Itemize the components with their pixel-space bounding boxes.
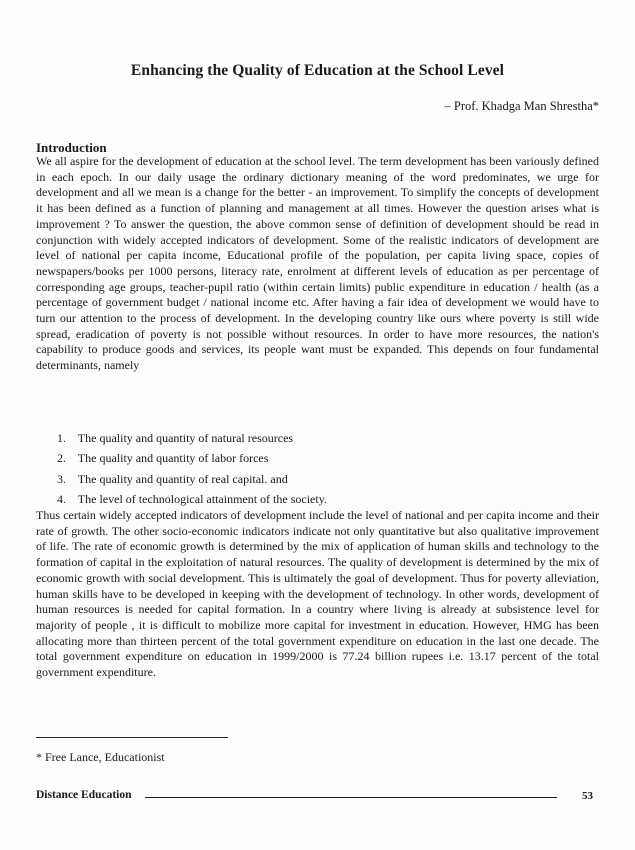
footnote: * Free Lance, Educationist bbox=[36, 750, 165, 764]
list-item bbox=[57, 489, 327, 509]
list-item-text: The quality and quantity of real capital. and bbox=[77, 471, 288, 486]
footer-rule bbox=[145, 797, 557, 798]
list-item-number: 3. bbox=[57, 471, 66, 486]
footnote-divider bbox=[36, 737, 228, 738]
page-number: 53 bbox=[582, 790, 593, 802]
determinants-list bbox=[57, 428, 327, 509]
list-item bbox=[57, 428, 327, 448]
list-item bbox=[57, 448, 327, 468]
list-item-text: The quality and quantity of natural resources bbox=[77, 431, 294, 445]
list-item-number: 1. bbox=[57, 431, 66, 445]
article-author: – Prof. Khadga Man Shrestha* bbox=[444, 99, 599, 113]
intro-paragraph: We all aspire for the development of education at the school level. The term development has been variously defined in each epoch. In our daily usage the ordinary dictionary meaning of the word predominates, we urge for development and all we mean is a change for the better - an improvement. To simplify the concepts of development it has been defined as a function of planning and management at all times. However the question arises what is improvement ? To answer the question, the above common sense of definition of development should be read in conjunction with widely accepted indicators of development. Some of the realistic indicators of development are level of national per capita income, Educational profile of the population, per capita living space, copies of newspapers/books per 1000 persons, literacy rate, enrolment at different levels of education as per percentage of corresponding age groups, teacher-pupil ratio (within certain limits) public expenditure in education / health (as a percentage of government budget / national income etc. After having a fair idea of development we would have to turn our attention to the process of development. In the developing country like ours where poverty is still wide spread, eradication of poverty is not possible without resources. In order to have more resources, the nation's capability to produce goods and services, its people want must be expanded. This depends on four fundamental determinants, namely bbox=[36, 154, 599, 373]
list-item-text: The level of technological attainment of the society. bbox=[77, 491, 327, 506]
section-heading: Introduction bbox=[36, 140, 107, 155]
list-item-number: 4. bbox=[57, 491, 66, 506]
list-item-number: 2. bbox=[57, 451, 66, 466]
list-item bbox=[57, 469, 327, 489]
second-paragraph: Thus certain widely accepted indicators of development include the level of national and per capita income and their rate of growth. The other socio-economic indicators indicate not only quantitative but also qualitative improvement of life. The rate of economic growth is determined by the mix of application of human skills and technology to the formation of capital in the exploitation of natural resources. The quality of development is determined by the mix of economic growth with social development. This is ultimately the goal of development. Thus for poverty alleviation, human skills have to be developed in keeping with the development of technology. In other words, development of human resources is needed for capital formation. In a country where living is already at subsistence level for majority of people , it is difficult to mobilize more capital for investment in education. However, HMG has been allocating more than thirteen percent of the total government expenditure on education in the last one decade. The total government expenditure on education in 1999/2000 is 77.24 billion rupees i.e. 13.17 percent of the total government expenditure. bbox=[36, 508, 599, 680]
article-title: Enhancing the Quality of Education at the School Level bbox=[130, 62, 505, 79]
list-item-text: The quality and quantity of labor forces bbox=[77, 451, 269, 466]
footer-publication: Distance Education bbox=[36, 789, 132, 801]
